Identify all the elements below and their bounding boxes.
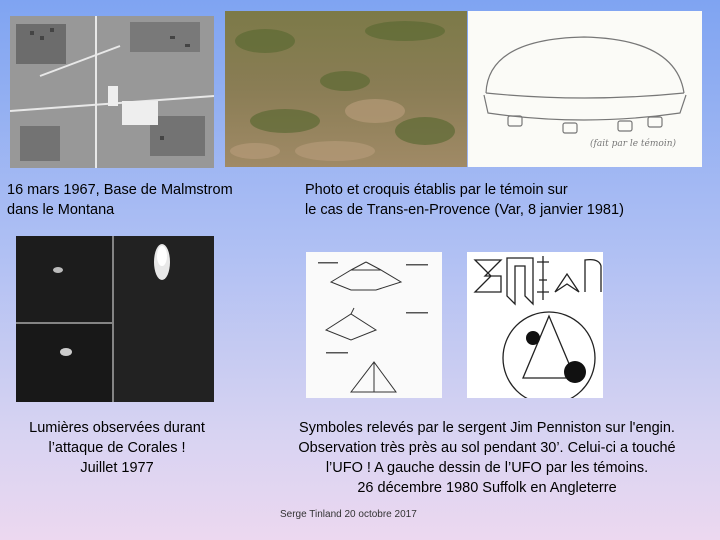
caption-line: 16 mars 1967, Base de Malmstrom bbox=[7, 182, 233, 198]
night-photo-lights bbox=[16, 236, 214, 402]
caption-line: Lumières observées durant bbox=[29, 420, 205, 436]
caption-penniston bbox=[262, 418, 712, 498]
caption-line: Symboles relevés par le sergent Jim Penniston sur l'engin. bbox=[299, 420, 675, 436]
caption-line: dans le Montana bbox=[7, 202, 115, 218]
caption-line: Observation très près au sol pendant 30’. Celui-ci a touché bbox=[298, 440, 676, 456]
footer-credit: Serge Tinland 20 octobre 2017 bbox=[280, 509, 417, 520]
caption-line: l’UFO ! A gauche dessin de l’UFO par les témoins. bbox=[325, 460, 649, 476]
caption-corales bbox=[7, 418, 227, 478]
caption-line: le cas de Trans-en-Provence (Var, 8 janvier 1981) bbox=[305, 202, 624, 218]
caption-trans bbox=[305, 180, 624, 220]
caption-line: Juillet 1977 bbox=[80, 460, 154, 476]
caption-malmstrom bbox=[7, 180, 233, 220]
ufo-sketch-trans bbox=[468, 11, 702, 167]
penniston-symbols bbox=[467, 252, 603, 398]
ufo-drawing-witnesses bbox=[306, 252, 442, 398]
aerial-photo-malmstrom bbox=[10, 16, 214, 168]
caption-line: 26 décembre 1980 Suffolk en Angleterre bbox=[357, 480, 617, 496]
ground-photo-trans bbox=[225, 11, 467, 167]
sketch-note: (fait par le témoin) bbox=[590, 139, 677, 149]
caption-line: Photo et croquis établis par le témoin sur bbox=[305, 182, 568, 198]
caption-line: l’attaque de Corales ! bbox=[48, 440, 186, 456]
